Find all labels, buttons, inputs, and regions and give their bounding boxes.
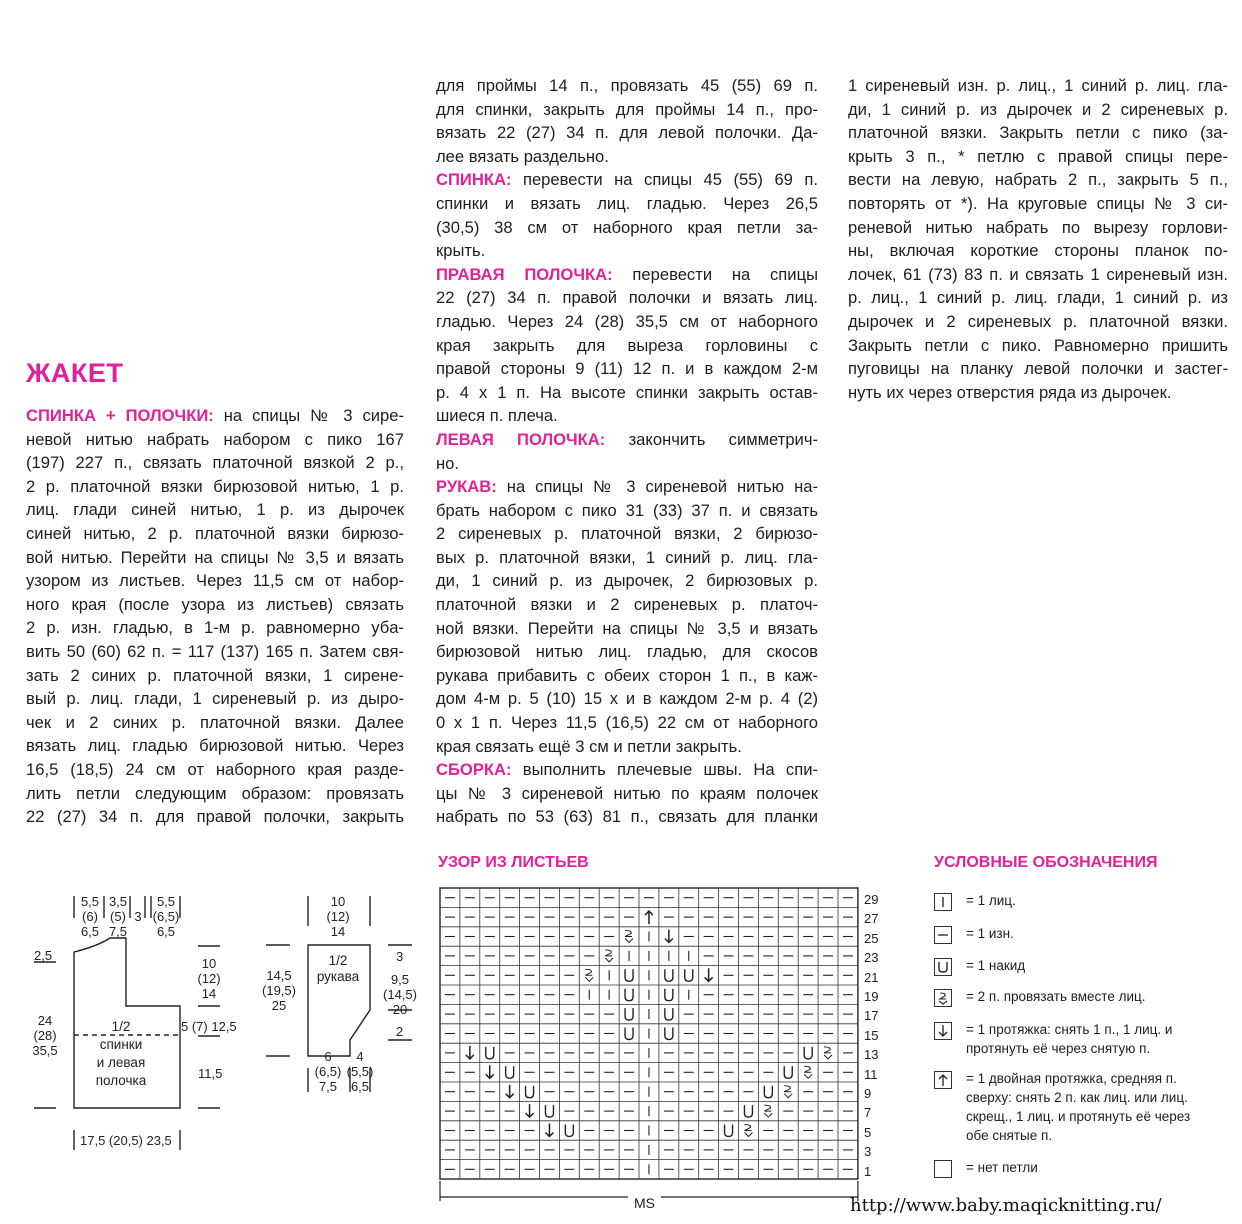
row-number: 17 bbox=[864, 1008, 879, 1024]
row-number: 7 bbox=[864, 1105, 872, 1121]
double-decrease-symbol-icon bbox=[934, 1071, 952, 1089]
dim-sleeve-top: 10 (12) 14 bbox=[326, 894, 350, 939]
dim-sleeve-cap: 3 bbox=[396, 949, 404, 964]
section-heading-assembly: СБОРКА: bbox=[436, 760, 512, 780]
legend-title: УСЛОВНЫЕ ОБОЗНАЧЕНИЯ bbox=[934, 854, 1158, 871]
dim-pattern-height: 11,5 bbox=[198, 1066, 223, 1081]
dim-sleeve-low: 2 bbox=[396, 1024, 404, 1039]
dim-sleeve-height: 14,5 (19,5) 25 bbox=[262, 968, 296, 1013]
dim-sleeve-cuff-b: 4 (5,5) 6,5 bbox=[346, 1049, 374, 1094]
row-number: 13 bbox=[864, 1047, 879, 1063]
dim-body-height: 24 (28) 35,5 bbox=[32, 1013, 58, 1058]
dim-front-band: 5,5 (6,5) 6,5 bbox=[152, 894, 180, 939]
row-number: 27 bbox=[864, 911, 879, 927]
section-heading-back-fronts: СПИНКА + ПОЛОЧКИ: bbox=[26, 406, 214, 425]
legend-purl: = 1 изн. bbox=[966, 926, 1014, 941]
purl-symbol-icon bbox=[934, 926, 952, 944]
no-stitch-symbol-icon bbox=[934, 1160, 952, 1178]
pattern-title: УЗОР ИЗ ЛИСТЬЕВ bbox=[438, 854, 589, 871]
ssk-symbol-icon bbox=[934, 1022, 952, 1040]
legend-ssk: = 1 протяжка: снять 1 п., 1 лиц. и протянуть её через снятую п. bbox=[966, 1022, 1173, 1056]
row-number: 29 bbox=[864, 892, 879, 907]
section-heading-left-front: ЛЕВАЯ ПОЛОЧКА: bbox=[436, 429, 606, 449]
row-number: 25 bbox=[864, 930, 879, 946]
yarn-over-symbol-icon bbox=[934, 958, 952, 976]
dim-shoulder-left: 5,5 (6) 6,5 bbox=[80, 894, 100, 939]
legend-yarn-over: = 1 накид bbox=[966, 958, 1026, 973]
row-number: 11 bbox=[864, 1066, 878, 1082]
dim-neck-3: 3 bbox=[134, 909, 142, 924]
knit-symbol-icon bbox=[934, 893, 952, 911]
source-url: http://www.baby.maqicknitting.ru/ bbox=[850, 1195, 1162, 1216]
body-label: 1/2 спинки и левая полочка bbox=[95, 1019, 147, 1088]
legend-knit: = 1 лиц. bbox=[966, 893, 1016, 908]
leaf-pattern-chart bbox=[436, 884, 860, 1214]
row-number: 9 bbox=[864, 1086, 872, 1101]
dim-armhole: 10 (12) 14 bbox=[197, 956, 221, 1001]
legend-double-decrease: = 1 двойная протяжка, средняя п. сверху: снять 2 п. как лиц. или лиц. скрещ., 1 лиц. и протянуть её через обе снятые п. bbox=[966, 1071, 1191, 1143]
row-number: 15 bbox=[864, 1027, 879, 1043]
section-heading-sleeve: РУКАВ: bbox=[436, 477, 497, 497]
dim-mid: 5 (7) 12,5 bbox=[181, 1019, 237, 1034]
text-column-2: для проймы 14 п., провязать 45 (55) 69 п. для спинки, закрыть для проймы 14 п., про- вязать 22 (27) 34 п. для левой полочки. Да- лее вязать раздельно. СПИНКА: перевести на спицы 45 (55) 69 п. спинки и вязать лиц. гладью. Через 26,5 (30,5) 38 см от наборного края петли за- крыть. ПРАВАЯ ПОЛОЧКА: перевести на спицы 22 (27) 34 п. правой полочки и вязать лиц. гладью. Через 24 (28) 35,5 см от наборного края закрыть для выреза горловины с правой стороны 9 (11) 12 п. и в каждом 2-м р. 4 х 1 п. На высоте спинки закрыть остав- шиеся п. плеча. ЛЕВАЯ ПОЛОЧКА: закончить симметрич- но. РУКАВ: на спицы № 3 сиреневой нитью на- брать набором с пико 31 (33) 37 п. и связать 2 сиреневых р. платочной вязки, 2 бирюзо- вых р. платочной вязки, 1 синий р. лиц. гла- ди, 1 синий р. из дырочек, 2 бирюзовых р. платочной вязки и 2 сиреневых р. платоч- ной вязки. Перейти на спицы № 3,5 и вязать бирюзовой нитью лиц. гладью, для скосов рукава прибавить с обеих сторон 1 п., в каж- дом 4-м р. 5 (10) 15 х и в каждом 2-м р. 4 (2) 0 х 1 п. Через 11,5 (16,5) 22 см от наборного края связать ещё 3 см и петли закрыть. СБОРКА: выполнить плечевые швы. На спи- цы № 3 сиреневой нитью по краям полочек набрать по 53 (63) 81 п., связать для планки bbox=[436, 76, 818, 827]
page-title: ЖАКЕТ bbox=[26, 358, 124, 388]
dim-sleeve-cuff-a: 6 (6,5) 7,5 bbox=[314, 1049, 342, 1094]
row-number: 5 bbox=[864, 1124, 872, 1140]
text-column-1: СПИНКА + ПОЛОЧКИ: на спицы № 3 сире- невой нитью набрать набором с пико 167 (197) 227 п., связать платочной вязкой 2 р., 2 р. платочной вязки бирюзовой нитью, 1 р. лиц. глади синей нитью, 1 р. из дырочек синей нитью, 2 р. платочной вязки бирюзо- вой нитью. Перейти на спицы № 3,5 и вязать узором из листьев. Через 11,5 см от набор- ного края (после узора из листьев) связать 2 р. изн. гладью, в 1-м р. равномерно убa- вить 50 (60) 62 п. = 117 (137) 165 п. Затем свя- зать 2 синих р. платочной вязки, 1 сирене- вый р. лиц. глади, 1 сиреневый р. из дыро- чек и 2 синих р. платочной вязки. Далее вязать лиц. гладью бирюзовой нитью. Через 16,5 (18,5) 24 см от наборного края разде- лить петли следующим образом: провязать 22 (27) 34 п. для правой полочки, закрыть bbox=[26, 406, 404, 827]
section-heading-right-front: ПРАВАЯ ПОЛОЧКА: bbox=[436, 264, 613, 284]
row-number: 23 bbox=[864, 950, 879, 966]
repeat-label: MS bbox=[628, 1195, 661, 1211]
legend-k2tog: = 2 п. провязать вместе лиц. bbox=[966, 989, 1146, 1004]
section-heading-back: СПИНКА: bbox=[436, 170, 512, 190]
legend-no-stitch: = нет петли bbox=[966, 1160, 1038, 1175]
row-number: 3 bbox=[864, 1144, 872, 1160]
dim-neck-depth: 3,5 (5) 7,5 bbox=[108, 894, 128, 939]
row-number: 21 bbox=[864, 969, 879, 985]
dim-shoulder-slope: 2,5 bbox=[34, 948, 53, 963]
dim-sleeve-mid: 9,5 (14,5) 20 bbox=[383, 972, 417, 1017]
k2tog-symbol-icon bbox=[934, 989, 952, 1007]
sleeve-label: 1/2 рукава bbox=[316, 953, 360, 984]
dim-body-width: 17,5 (20,5) 23,5 bbox=[80, 1133, 172, 1148]
text-column-3: 1 сиреневый изн. р. лиц., 1 синий р. лиц. гла- ди, 1 синий р. из дырочек и 2 сиреневых р. платочной вязки. Закрыть петли с пико (за- крыть 3 п., * петлю с правой спицы пере- вести на левую, набрать 2 п., закрыть 5 п., повторять от *). На круговые спицы № 3 си- реневой нитью набрать по вырезу горлови- ны, включая короткие стороны планок по- лочек, 61 (73) 83 п. и связать 1 сиреневый изн. р. лиц., 1 синий р. лиц. глади, 1 синий р. из дырочек и 2 сиреневых р. платочной вязки. Закрыть петли с пико. Равномерно пришить пуговицы на планку левой полочки и застег- нуть их через отверстия ряда из дырочек. bbox=[848, 76, 1228, 402]
row-number: 1 bbox=[864, 1163, 872, 1179]
row-number: 19 bbox=[864, 989, 879, 1004]
